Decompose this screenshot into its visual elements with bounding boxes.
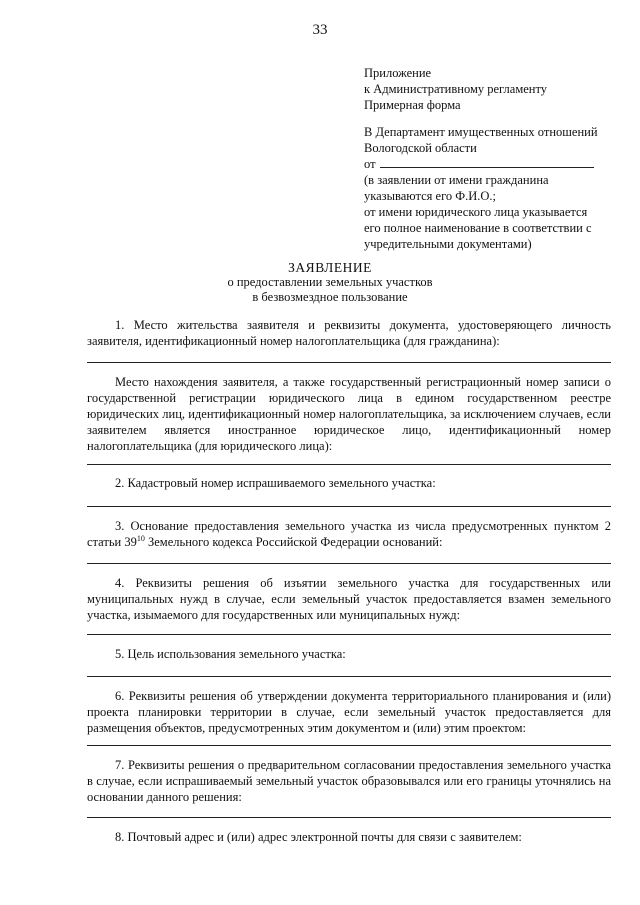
fill-line: [87, 506, 611, 507]
from-label: от: [364, 157, 376, 171]
page-number: 33: [312, 22, 328, 38]
section-6: 6. Реквизиты решения об утверждении документа территориального планирования и (или) проекта планировки территории в случае, если земельный участок предоставляется для размещения объектов, предусмотренных этим документом и (или) этим проектом:: [87, 689, 611, 735]
title-subtitle: в безвозмездное пользование: [252, 290, 408, 304]
section-3-text-cont: Земельного кодекса Российской Федерации оснований:: [144, 535, 443, 549]
section-3-text: 3. Основание предоставления земельного участка из числа предусмотренных пунктом 2 статьи 39: [87, 519, 611, 549]
section-1-legal: Место нахождения заявителя, а также государственный регистрационный номер записи о государственной регистрации юридического лица в едином государственном реестре юридических лиц, идентификационный номер налогоплательщика, за исключением случаев, если заявителем является иностранное юридическое лицо, идентификационный номер налогоплательщика (для юридического лица):: [87, 375, 611, 453]
fill-line: [87, 464, 611, 465]
addressee-note: его полное наименование в соответствии с: [364, 221, 592, 235]
section-7: 7. Реквизиты решения о предварительном согласовании предоставления земельного участка в случае, если испрашиваемый земельный участок образовывался или его границы уточнялись на основании данного решения:: [87, 758, 611, 804]
addressee-note: учредительными документами): [364, 237, 532, 251]
from-blank-line: [380, 156, 594, 168]
section-5: 5. Цель использования земельного участка:: [115, 647, 346, 661]
addressee-note: от имени юридического лица указывается: [364, 205, 588, 219]
appendix-line: Примерная форма: [364, 98, 461, 112]
appendix-line: Приложение: [364, 66, 432, 80]
fill-line: [87, 676, 611, 677]
addressee-block: [364, 124, 626, 252]
section-8: 8. Почтовый адрес и (или) адрес электронной почты для связи с заявителем:: [115, 830, 522, 844]
appendix-line: к Административному регламенту: [364, 82, 548, 96]
fill-line: [87, 362, 611, 363]
fill-line: [87, 817, 611, 818]
document-title: [80, 260, 580, 305]
section-1: 1. Место жительства заявителя и реквизиты документа, удостоверяющего личность заявителя, идентификационный номер налогоплательщика (для гражданина):: [87, 318, 611, 348]
section-4: 4. Реквизиты решения об изъятии земельного участка для государственных или муниципальных нужд в случае, если земельный участок предоставляется взамен земельного участка, изымаемого для государственных или муниципальных нужд:: [87, 576, 611, 622]
addressee-note: указываются его Ф.И.О.;: [364, 189, 497, 203]
addressee-line: Вологодской области: [364, 141, 477, 155]
section-3-superscript: 10: [136, 533, 145, 543]
appendix-block: [364, 65, 626, 113]
from-row: [364, 156, 626, 172]
title-main: ЗАЯВЛЕНИЕ: [288, 260, 372, 275]
fill-line: [87, 634, 611, 635]
fill-line: [87, 745, 611, 746]
addressee-line: В Департамент имущественных отношений: [364, 125, 598, 139]
section-2: 2. Кадастровый номер испрашиваемого земельного участка:: [115, 476, 436, 490]
title-subtitle: о предоставлении земельных участков: [227, 275, 433, 289]
addressee-note: (в заявлении от имени гражданина: [364, 173, 549, 187]
fill-line: [87, 563, 611, 564]
section-3: [87, 518, 611, 550]
